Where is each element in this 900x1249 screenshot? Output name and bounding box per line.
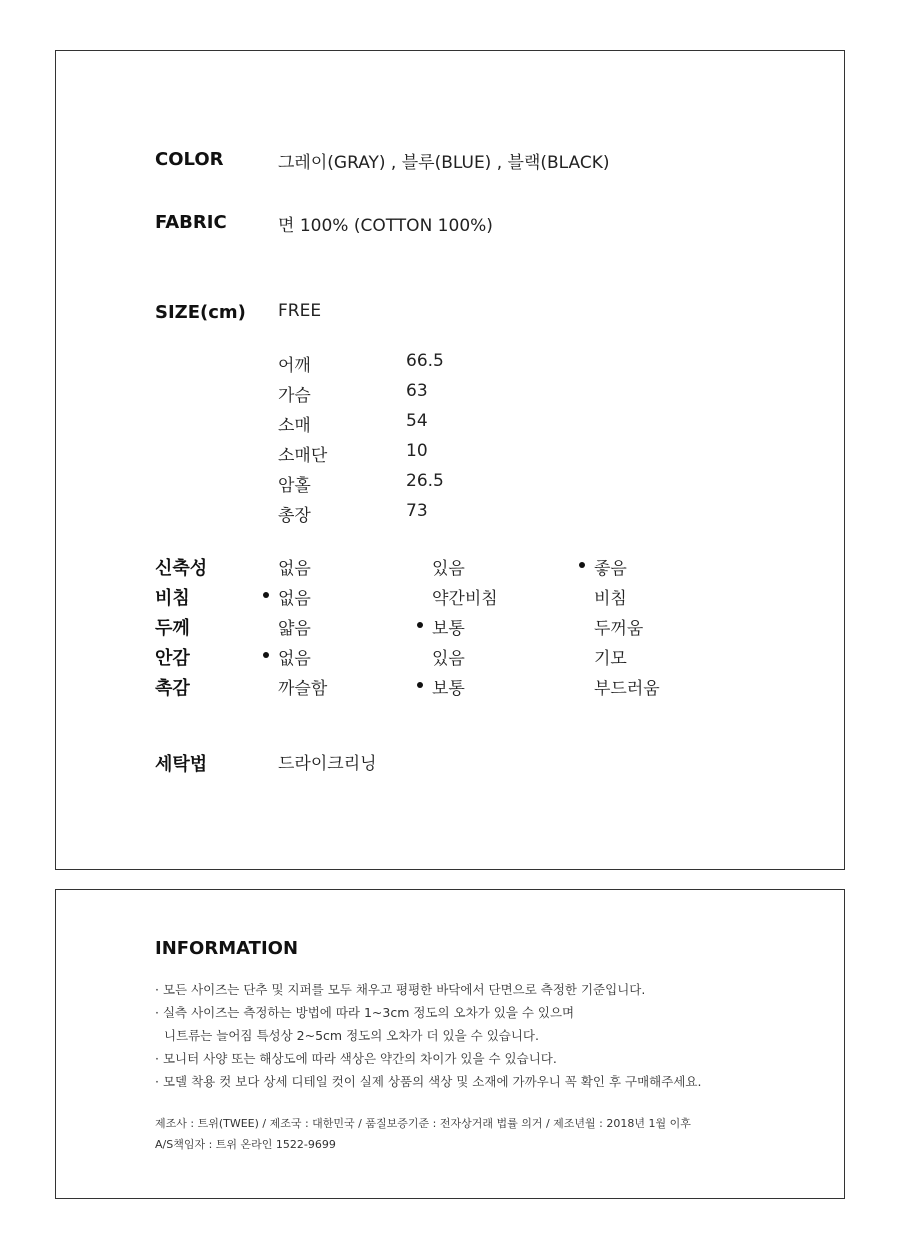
attribute-option: 까슬함 xyxy=(278,679,328,699)
color-value: 그레이(GRAY) , 블루(BLUE) , 블랙(BLACK) xyxy=(278,153,610,173)
attribute-option: 비침 xyxy=(594,589,627,609)
selected-dot-icon xyxy=(263,592,269,598)
size-row-name: 소매단 xyxy=(278,446,328,466)
spec-panel xyxy=(55,50,845,870)
attribute-option: 얇음 xyxy=(278,619,311,639)
information-panel xyxy=(55,889,845,1199)
size-row-value: 10 xyxy=(406,441,428,461)
attribute-option: 기모 xyxy=(594,649,627,669)
size-row-name: 암홀 xyxy=(278,476,311,496)
information-line: · 모든 사이즈는 단추 및 지퍼를 모두 채우고 평평한 바닥에서 단면으로 측정한 기준입니다. xyxy=(155,982,646,997)
footer-line: A/S책임자 : 트위 온라인 1522-9699 xyxy=(155,1138,336,1151)
attribute-option: 보통 xyxy=(432,679,465,699)
size-row-name: 어깨 xyxy=(278,356,311,376)
size-label: SIZE(cm) xyxy=(155,302,246,323)
attribute-label: 두께 xyxy=(155,618,190,639)
selected-dot-icon xyxy=(263,652,269,658)
attribute-label: 안감 xyxy=(155,648,190,669)
selected-dot-icon xyxy=(417,622,423,628)
attribute-option: 부드러움 xyxy=(594,679,660,699)
size-row-value: 54 xyxy=(406,411,428,431)
washing-label: 세탁법 xyxy=(155,754,208,775)
size-row-value: 63 xyxy=(406,381,428,401)
size-row-value: 66.5 xyxy=(406,351,444,371)
size-value: FREE xyxy=(278,301,322,321)
attribute-label: 비침 xyxy=(155,588,190,609)
information-line: · 실측 사이즈는 측정하는 방법에 따라 1~3cm 정도의 오차가 있을 수 있으며 xyxy=(155,1005,575,1020)
fabric-label: FABRIC xyxy=(155,212,227,233)
attribute-label: 신축성 xyxy=(155,558,208,579)
attribute-option: 없음 xyxy=(278,559,311,579)
size-row-name: 가슴 xyxy=(278,386,311,406)
attribute-option: 없음 xyxy=(278,589,311,609)
information-line: · 모델 착용 컷 보다 상세 디테일 컷이 실제 상품의 색상 및 소재에 가까우니 꼭 확인 후 구매해주세요. xyxy=(155,1074,702,1089)
attribute-label: 촉감 xyxy=(155,678,190,699)
information-line: 니트류는 늘어짐 특성상 2~5cm 정도의 오차가 더 있을 수 있습니다. xyxy=(164,1028,539,1043)
selected-dot-icon xyxy=(579,562,585,568)
attribute-option: 보통 xyxy=(432,619,465,639)
size-row-name: 소매 xyxy=(278,416,311,436)
washing-value: 드라이크리닝 xyxy=(278,754,377,774)
attribute-option: 없음 xyxy=(278,649,311,669)
size-row-name: 총장 xyxy=(278,506,311,526)
color-label: COLOR xyxy=(155,149,224,170)
size-row-value: 26.5 xyxy=(406,471,444,491)
attribute-option: 있음 xyxy=(432,649,465,669)
attribute-option: 약간비침 xyxy=(432,589,498,609)
fabric-value: 면 100% (COTTON 100%) xyxy=(278,216,493,236)
footer-line: 제조사 : 트위(TWEE) / 제조국 : 대한민국 / 품질보증기준 : 전자상거래 법률 의거 / 제조년월 : 2018년 1월 이후 xyxy=(155,1117,691,1130)
information-line: · 모니터 사양 또는 해상도에 따라 색상은 약간의 차이가 있을 수 있습니다. xyxy=(155,1051,557,1066)
selected-dot-icon xyxy=(417,682,423,688)
size-row-value: 73 xyxy=(406,501,428,521)
attribute-option: 두꺼움 xyxy=(594,619,644,639)
attribute-option: 있음 xyxy=(432,559,465,579)
information-title: INFORMATION xyxy=(155,938,299,959)
attribute-option: 좋음 xyxy=(594,559,627,579)
